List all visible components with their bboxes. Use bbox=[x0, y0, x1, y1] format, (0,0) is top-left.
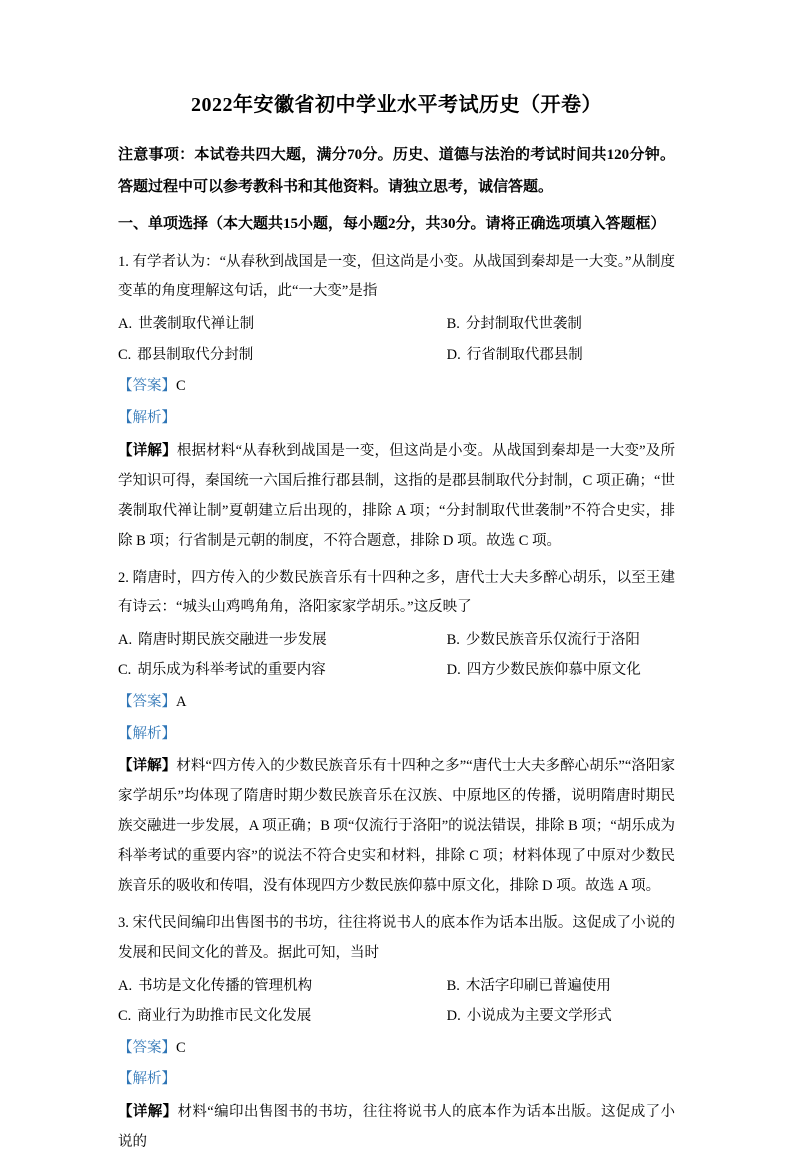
option-b bbox=[447, 309, 675, 339]
option-key: A. bbox=[118, 631, 133, 648]
options-grid bbox=[118, 625, 675, 686]
detail-paragraph bbox=[118, 1097, 675, 1157]
option-text: 四方少数民族仰慕中原文化 bbox=[466, 662, 641, 679]
answer-value: A bbox=[176, 693, 187, 710]
section-heading: 一、单项选择（本大题共15小题，每小题2分，共30分。请将正确选项填入答题框） bbox=[118, 215, 666, 232]
options-grid bbox=[118, 971, 675, 1032]
option-d bbox=[447, 340, 675, 370]
option-b bbox=[447, 971, 675, 1001]
option-a bbox=[118, 625, 447, 655]
detail-label: 【详解】 bbox=[118, 1104, 178, 1120]
answer-label: 【答案】 bbox=[118, 693, 176, 710]
analysis-line bbox=[118, 720, 675, 750]
analysis-label: 【解析】 bbox=[118, 725, 176, 742]
detail-paragraph bbox=[118, 751, 675, 901]
question-stem: 3. 宋代民间编印出售图书的书坊，往往将说书人的底本作为话本出版。这促成了小说的发展和民间文化的普及。据此可知，当时 bbox=[118, 915, 675, 961]
analysis-label: 【解析】 bbox=[118, 409, 176, 426]
option-text: 少数民族音乐仅流行于洛阳 bbox=[465, 631, 640, 648]
option-c bbox=[118, 1001, 447, 1031]
option-text: 隋唐时期民族交融进一步发展 bbox=[138, 631, 327, 648]
option-a bbox=[118, 971, 447, 1001]
question-block bbox=[118, 564, 675, 902]
option-text: 书坊是文化传播的管理机构 bbox=[138, 977, 313, 994]
detail-label: 【详解】 bbox=[118, 442, 177, 459]
detail-text: 材料“四方传入的少数民族音乐有十四种之多”“唐代士大夫多醉心胡乐”“洛阳家家学胡乐”均体现了隋唐时期少数民族音乐在汉族、中原地区的传播，说明隋唐时期民族交融进一步发展，A 项正确；B 项“仅流行于洛阳”的说法错误，排除 B 项；“胡乐成为科举考试的重要内容”的说法不符合史实和材料，排除 C 项；材料体现了中原对少数民族音乐的吸收和传唱，没有体现四方少数民族仰慕中原文化，排除 D 项。故选 A 项。 bbox=[118, 758, 675, 895]
option-key: D. bbox=[446, 1008, 461, 1025]
option-key: A. bbox=[118, 316, 133, 333]
detail-text: 根据材料“从春秋到战国是一变，但这尚是小变。从战国到秦却是一大变”及所学知识可得，秦国统一六国后推行郡县制，这指的是郡县制取代分封制，C 项正确；“世袭制取代禅让制”夏朝建立后出现的，排除 A 项；“分封制取代世袭制”不符合史实，排除 B 项；行省制是元朝的制度，不符合题意，排除 D 项。故选 C 项。 bbox=[118, 442, 676, 549]
document-title: 2022年安徽省初中学业水平考试历史（开卷） bbox=[191, 94, 602, 116]
answer-line bbox=[118, 1034, 675, 1064]
question-block bbox=[118, 909, 675, 1157]
option-key: D. bbox=[446, 346, 461, 363]
option-key: A. bbox=[118, 977, 133, 994]
option-key: C. bbox=[118, 1008, 132, 1025]
option-text: 木活字印刷已普遍使用 bbox=[465, 977, 611, 994]
option-key: D. bbox=[446, 662, 461, 679]
analysis-label: 【解析】 bbox=[118, 1071, 176, 1088]
option-key: B. bbox=[446, 977, 460, 994]
detail-text: 材料“编印出售图书的书坊，往往将说书人的底本作为话本出版。这促成了小说的 bbox=[118, 1104, 676, 1150]
option-key: C. bbox=[118, 346, 132, 363]
analysis-line bbox=[118, 404, 675, 434]
answer-value: C bbox=[176, 378, 186, 395]
option-text: 分封制取代世袭制 bbox=[465, 316, 582, 333]
option-text: 郡县制取代分封制 bbox=[137, 346, 254, 363]
option-d bbox=[447, 1001, 675, 1031]
answer-line bbox=[118, 372, 675, 402]
answer-label: 【答案】 bbox=[118, 1039, 176, 1056]
notice-paragraph: 注意事项：本试卷共四大题，满分70分。历史、道德与法治的考试时间共120分钟。答题过程中可以参考教科书和其他资料。请独立思考，诚信答题。 bbox=[118, 147, 675, 196]
answer-line bbox=[118, 688, 675, 718]
option-c bbox=[118, 655, 447, 685]
question-stem: 1. 有学者认为：“从春秋到战国是一变，但这尚是小变。从战国到秦却是一大变。”从制度变革的角度理解这句话，此“一大变”是指 bbox=[118, 253, 675, 300]
question-block bbox=[118, 248, 675, 556]
options-grid bbox=[118, 309, 675, 370]
option-text: 行省制取代郡县制 bbox=[466, 346, 583, 363]
option-key: B. bbox=[446, 316, 460, 333]
option-text: 小说成为主要文学形式 bbox=[466, 1008, 612, 1025]
answer-label: 【答案】 bbox=[118, 378, 176, 395]
option-d bbox=[447, 655, 675, 685]
analysis-line bbox=[118, 1065, 675, 1095]
answer-value: C bbox=[176, 1039, 186, 1056]
option-text: 世袭制取代禅让制 bbox=[138, 316, 255, 333]
option-key: C. bbox=[118, 662, 132, 679]
question-stem: 2. 隋唐时，四方传入的少数民族音乐有十四种之多，唐代士大夫多醉心胡乐，以至王建有诗云：“城头山鸡鸣角角，洛阳家家学胡乐。”这反映了 bbox=[118, 569, 675, 616]
option-a bbox=[118, 309, 447, 339]
option-text: 商业行为助推市民文化发展 bbox=[137, 1008, 312, 1025]
option-b bbox=[447, 625, 675, 655]
detail-label: 【详解】 bbox=[118, 758, 177, 775]
option-text: 胡乐成为科举考试的重要内容 bbox=[137, 662, 326, 679]
detail-paragraph bbox=[118, 436, 675, 556]
option-key: B. bbox=[446, 631, 460, 648]
option-c bbox=[118, 340, 447, 370]
questions-list bbox=[118, 248, 675, 1157]
